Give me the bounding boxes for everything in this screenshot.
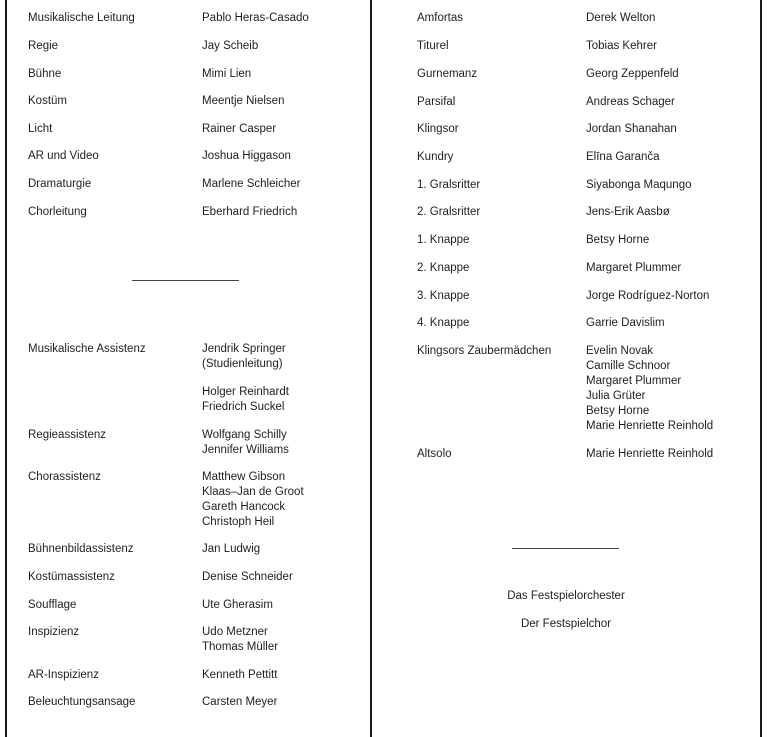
person-name: Joshua Higgason <box>202 150 291 162</box>
role-label: Parsifal <box>417 96 456 108</box>
person-name: Friedrich Suckel <box>202 401 285 413</box>
person-name: Siyabonga Maqungo <box>586 179 692 191</box>
role-label: Musikalische Assistenz <box>28 343 146 355</box>
person-name: Jorge Rodríguez-Norton <box>586 290 710 302</box>
person-name: Marlene Schleicher <box>202 178 301 190</box>
role-label: AR und Video <box>28 150 99 162</box>
role-label: Soufflage <box>28 599 77 611</box>
person-name: Elīna Garanča <box>586 151 660 163</box>
person-name: Denise Schneider <box>202 571 293 583</box>
person-name: Meentje Nielsen <box>202 95 285 107</box>
person-name: Julia Grüter <box>586 390 646 402</box>
person-name: Carsten Meyer <box>202 696 278 708</box>
person-name: Marie Henriette Reinhold <box>586 448 714 460</box>
person-name: Betsy Horne <box>586 405 650 417</box>
person-name: Matthew Gibson <box>202 471 286 483</box>
role-label: 2. Gralsritter <box>417 206 481 218</box>
person-name: Thomas Müller <box>202 641 279 653</box>
center-divider-line <box>370 0 372 737</box>
role-label: Chorleitung <box>28 206 87 218</box>
person-name: Margaret Plummer <box>586 262 682 274</box>
role-label: Titurel <box>417 40 449 52</box>
role-label: Bühne <box>28 68 62 80</box>
role-label: Klingsors Zaubermädchen <box>417 345 552 357</box>
role-label: 3. Knappe <box>417 290 470 302</box>
role-label: AR-Inspizienz <box>28 669 99 681</box>
person-name: Betsy Horne <box>586 234 650 246</box>
role-label: Inspizienz <box>28 626 80 638</box>
role-label: Gurnemanz <box>417 68 478 80</box>
person-name: Rainer Casper <box>202 123 277 135</box>
role-label: Dramaturgie <box>28 178 92 190</box>
role-label: Chorassistenz <box>28 471 101 483</box>
person-name: Marie Henriette Reinhold <box>586 420 714 432</box>
role-label: 1. Knappe <box>417 234 470 246</box>
role-label: 4. Knappe <box>417 317 470 329</box>
role-label: Altsolo <box>417 448 452 460</box>
role-label: Amfortas <box>417 12 464 24</box>
role-label: 1. Gralsritter <box>417 179 481 191</box>
person-note: (Studienleitung) <box>202 358 283 370</box>
role-label: Kostümassistenz <box>28 571 115 583</box>
role-label: Musikalische Leitung <box>28 12 135 24</box>
left-border-line <box>5 0 7 737</box>
person-name: Jordan Shanahan <box>586 123 677 135</box>
role-label: Klingsor <box>417 123 459 135</box>
person-name: Christoph Heil <box>202 516 275 528</box>
person-name: Gareth Hancock <box>202 501 286 513</box>
person-name: Eberhard Friedrich <box>202 206 298 218</box>
person-name: Udo Metzner <box>202 626 268 638</box>
person-name: Mimi Lien <box>202 68 252 80</box>
ensemble-orchestra: Das Festspielorchester <box>507 590 625 602</box>
ensemble-chorus: Der Festspielchor <box>520 618 612 630</box>
person-name: Klaas–Jan de Groot <box>202 486 304 498</box>
role-label: 2. Knappe <box>417 262 470 274</box>
role-label: Bühnenbildassistenz <box>28 543 134 555</box>
person-name: Jay Scheib <box>202 40 259 52</box>
person-name: Pablo Heras-Casado <box>202 12 309 24</box>
person-name: Garrie Davislim <box>586 317 665 329</box>
person-name: Jan Ludwig <box>202 543 261 555</box>
left-separator-rule <box>132 280 239 281</box>
person-name: Tobias Kehrer <box>586 40 657 52</box>
person-name: Georg Zeppenfeld <box>586 68 679 80</box>
role-label: Kostüm <box>28 95 67 107</box>
person-name: Holger Reinhardt <box>202 386 289 398</box>
role-label: Regieassistenz <box>28 429 106 441</box>
person-name: Kenneth Pettitt <box>202 669 278 681</box>
role-label: Regie <box>28 40 59 52</box>
right-separator-rule <box>512 548 619 549</box>
role-label: Licht <box>28 123 53 135</box>
role-label: Kundry <box>417 151 454 163</box>
person-name: Ute Gherasim <box>202 599 273 611</box>
person-name: Derek Welton <box>586 12 656 24</box>
person-name: Wolfgang Schilly <box>202 429 287 441</box>
role-label: Beleuchtungsansage <box>28 696 136 708</box>
person-name: Evelin Novak <box>586 345 654 357</box>
right-border-line <box>760 0 762 737</box>
person-name: Margaret Plummer <box>586 375 682 387</box>
person-name: Jens-Erik Aasbø <box>586 206 670 218</box>
person-name: Jennifer Williams <box>202 444 289 456</box>
person-name: Camille Schnoor <box>586 360 671 372</box>
person-name: Andreas Schager <box>586 96 675 108</box>
person-name: Jendrik Springer <box>202 343 286 355</box>
